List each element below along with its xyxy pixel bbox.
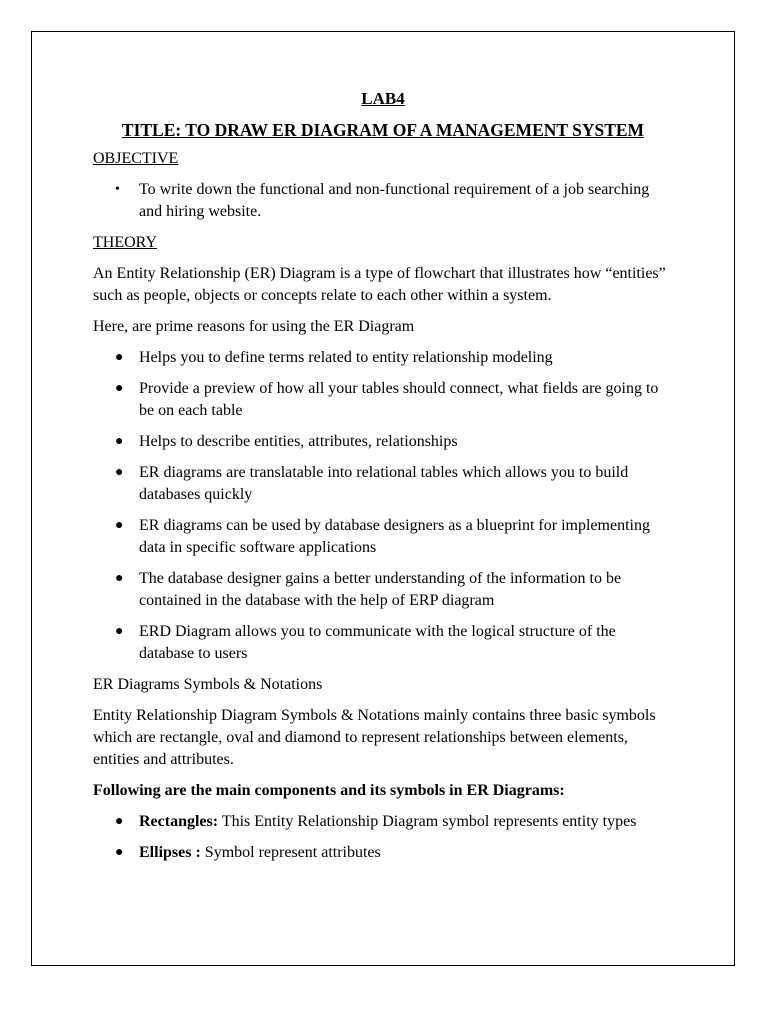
- bullet-icon: ●: [115, 381, 124, 396]
- list-item: [93, 462, 673, 506]
- list-item: [93, 842, 673, 864]
- symbols-text: Entity Relationship Diagram Symbols & Notations mainly contains three basic symbols which are rectangle, oval and diamond to represent relationships between elements, entities and attributes.: [93, 707, 656, 768]
- list-item-text: The database designer gains a better understanding of the information to be contained in the database with the help of ERP diagram: [139, 570, 622, 609]
- list-item: [93, 515, 673, 559]
- bullet-icon: ●: [115, 350, 124, 365]
- list-item: [93, 431, 673, 453]
- objective-heading: OBJECTIVE: [93, 150, 179, 167]
- objective-list: [93, 179, 673, 223]
- component-description: This Entity Relationship Diagram symbol represents entity types: [218, 813, 637, 830]
- reasons-list: [93, 347, 673, 665]
- bullet-icon: ●: [115, 465, 124, 480]
- list-item: [93, 568, 673, 612]
- bullet-icon: ●: [115, 571, 124, 586]
- list-item: [93, 811, 673, 833]
- list-item-text: Helps you to define terms related to entity relationship modeling: [139, 349, 553, 366]
- list-item: [93, 378, 673, 422]
- objective-item: [93, 179, 673, 223]
- reasons-intro: Here, are prime reasons for using the ER Diagram: [93, 318, 415, 335]
- bullet-icon: ●: [115, 814, 124, 829]
- list-item: [93, 621, 673, 665]
- theory-heading: THEORY: [93, 234, 157, 251]
- component-term: Rectangles:: [139, 813, 219, 830]
- bullet-icon: •: [115, 182, 120, 197]
- document-title: TITLE: TO DRAW ER DIAGRAM OF A MANAGEMENT SYSTEM: [121, 120, 645, 140]
- objective-item-text: To write down the functional and non-functional requirement of a job searching and hiring website.: [139, 181, 650, 220]
- lab-label: LAB4: [361, 89, 405, 108]
- components-list: [93, 811, 673, 864]
- document-content: [93, 88, 673, 873]
- list-item-text: ER diagrams are translatable into relational tables which allows you to build databases quickly: [139, 464, 629, 503]
- components-heading: Following are the main components and its symbols in ER Diagrams:: [93, 782, 565, 799]
- bullet-icon: ●: [115, 518, 124, 533]
- list-item-text: ERD Diagram allows you to communicate with the logical structure of the database to users: [139, 623, 616, 662]
- list-item-text: ER diagrams can be used by database designers as a blueprint for implementing data in specific software applications: [139, 517, 650, 556]
- component-term: Ellipses :: [139, 844, 201, 861]
- bullet-icon: ●: [115, 624, 124, 639]
- symbols-heading: ER Diagrams Symbols & Notations: [93, 676, 323, 693]
- component-description: Symbol represent attributes: [200, 844, 381, 861]
- bullet-icon: ●: [115, 845, 124, 860]
- theory-intro: An Entity Relationship (ER) Diagram is a type of flowchart that illustrates how “entities” such as people, objects or concepts relate to each other within a system.: [93, 265, 666, 304]
- bullet-icon: ●: [115, 434, 124, 449]
- list-item: [93, 347, 673, 369]
- list-item-text: Provide a preview of how all your tables should connect, what fields are going to be on each table: [139, 380, 659, 419]
- list-item-text: Helps to describe entities, attributes, relationships: [139, 433, 458, 450]
